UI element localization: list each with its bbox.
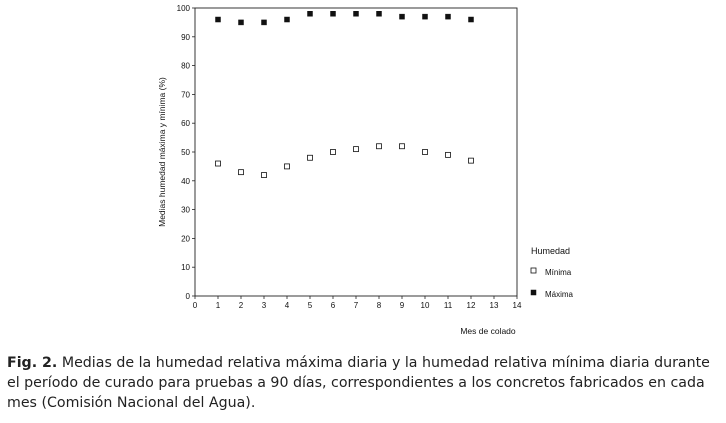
y-tick-label: 100	[176, 4, 190, 13]
point-maxima	[469, 17, 474, 22]
y-tick-label: 40	[181, 176, 190, 186]
y-tick-label: 10	[181, 263, 190, 273]
figure-caption	[7, 353, 719, 413]
y-tick-label: 30	[181, 205, 190, 215]
point-maxima	[423, 14, 428, 19]
figure-caption-text: Medias de la humedad relativa máxima diaria y la humedad relativa mínima diaria durante el período de curado para pruebas a 90 días, correspondientes a los concretos fabricados en cada mes (Comisión Nacional del Agua).	[7, 355, 710, 411]
point-minima	[423, 150, 428, 155]
point-minima	[308, 155, 313, 160]
point-minima	[262, 173, 267, 178]
legend-title: Humedad	[531, 246, 571, 256]
point-minima	[400, 144, 405, 149]
y-axis-title: Medias humedad máxima y mínima (%)	[157, 77, 167, 227]
y-tick-label: 0	[185, 292, 190, 301]
point-minima	[239, 170, 244, 175]
point-minima	[469, 158, 474, 163]
point-maxima	[308, 11, 313, 16]
point-maxima	[216, 17, 221, 22]
y-axis	[177, 4, 195, 301]
x-tick-label: 2	[238, 301, 244, 310]
y-tick-label: 50	[181, 148, 190, 157]
figure-label: Fig. 2.	[7, 355, 58, 371]
point-minima	[446, 152, 451, 157]
x-tick-label: 0	[192, 301, 198, 310]
x-tick-label: 8	[376, 301, 382, 310]
point-maxima	[285, 17, 290, 22]
x-tick-label: 11	[443, 301, 453, 310]
point-minima	[354, 147, 359, 152]
point-maxima	[262, 20, 267, 25]
point-minima	[331, 150, 336, 155]
x-tick-label: 6	[330, 301, 336, 310]
legend-marker-minima	[531, 268, 536, 273]
y-tick-label: 70	[181, 90, 190, 100]
y-tick-label: 60	[181, 119, 190, 129]
x-tick-label: 1	[215, 301, 221, 310]
x-tick-label: 7	[353, 301, 359, 310]
legend-marker-maxima	[531, 290, 536, 295]
point-minima	[285, 164, 290, 169]
y-tick-label: 90	[181, 32, 190, 42]
x-tick-label: 10	[420, 301, 430, 310]
point-minima	[216, 161, 221, 166]
point-maxima	[446, 14, 451, 19]
x-tick-label: 5	[307, 301, 313, 310]
point-maxima	[331, 11, 336, 16]
x-tick-label: 13	[489, 301, 499, 310]
x-axis	[193, 296, 522, 310]
x-tick-label: 4	[284, 301, 290, 310]
point-maxima	[239, 20, 244, 25]
x-tick-label: 14	[512, 301, 522, 310]
point-maxima	[400, 14, 405, 19]
legend	[531, 246, 574, 299]
point-maxima	[377, 11, 382, 16]
point-maxima	[354, 11, 359, 16]
y-tick-label: 80	[181, 61, 190, 71]
x-axis-title: Mes de colado	[460, 326, 516, 336]
legend-label-maxima: Máxima	[545, 290, 574, 299]
x-tick-label: 12	[466, 301, 476, 310]
legend-label-minima: Mínima	[545, 268, 572, 277]
data-points	[216, 11, 474, 177]
x-tick-label: 9	[399, 301, 405, 310]
point-minima	[377, 144, 382, 149]
x-tick-label: 3	[261, 301, 267, 310]
y-tick-label: 20	[181, 234, 190, 244]
